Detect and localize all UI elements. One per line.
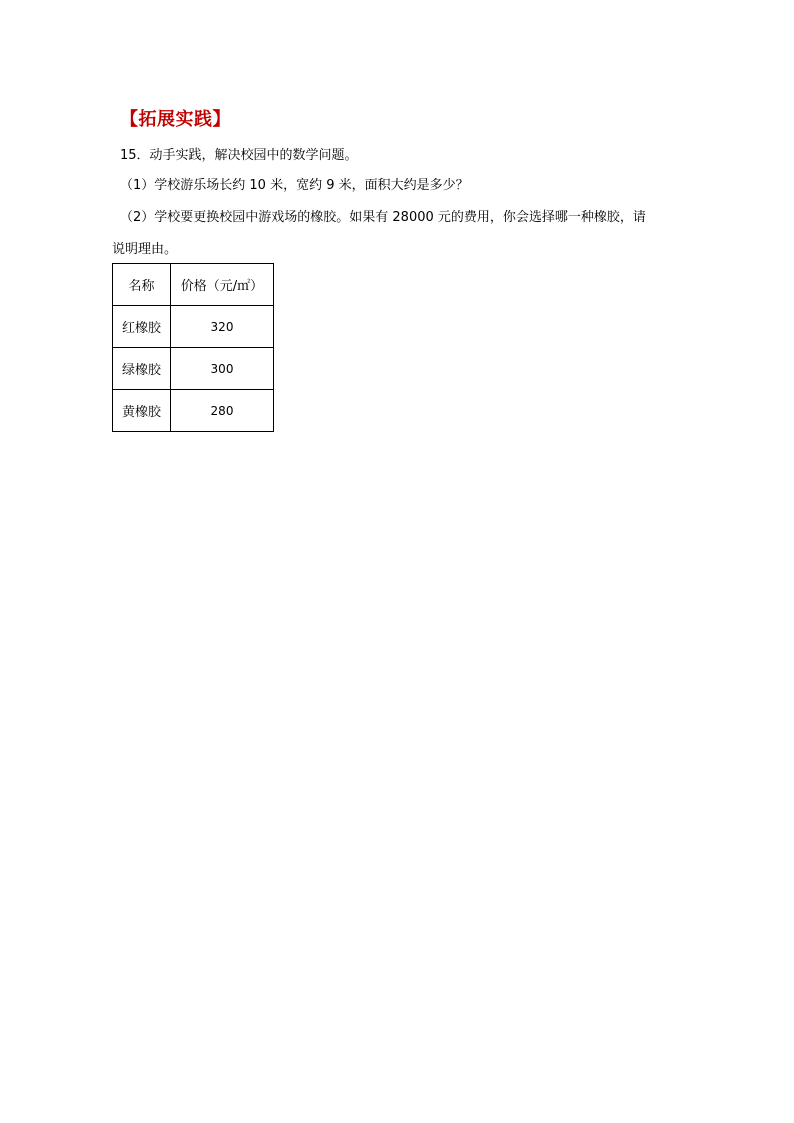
question-part-1: （1）学校游乐场长约 10 米，宽约 9 米，面积大约是多少？ — [120, 178, 469, 193]
question-part-2-line-1: （2）学校要更换校园中游戏场的橡胶。如果有 28000 元的费用，你会选择哪一种橡胶，请 — [120, 210, 646, 225]
rubber-price-yellow: 280 — [171, 390, 274, 432]
rubber-name-yellow: 黄橡胶 — [113, 390, 171, 432]
header-price: 价格（元/㎡） — [171, 264, 274, 306]
table-row — [113, 306, 274, 348]
table-header-row — [113, 264, 274, 306]
table-row — [113, 348, 274, 390]
question-intro: 15．动手实践，解决校园中的数学问题。 — [120, 148, 358, 163]
header-name: 名称 — [113, 264, 171, 306]
rubber-price-table — [112, 263, 274, 432]
section-heading: 【拓展实践】 — [120, 109, 231, 130]
rubber-price-red: 320 — [171, 306, 274, 348]
table-row — [113, 390, 274, 432]
question-part-2-line-2: 说明理由。 — [112, 242, 178, 257]
rubber-name-red: 红橡胶 — [113, 306, 171, 348]
rubber-name-green: 绿橡胶 — [113, 348, 171, 390]
rubber-price-green: 300 — [171, 348, 274, 390]
